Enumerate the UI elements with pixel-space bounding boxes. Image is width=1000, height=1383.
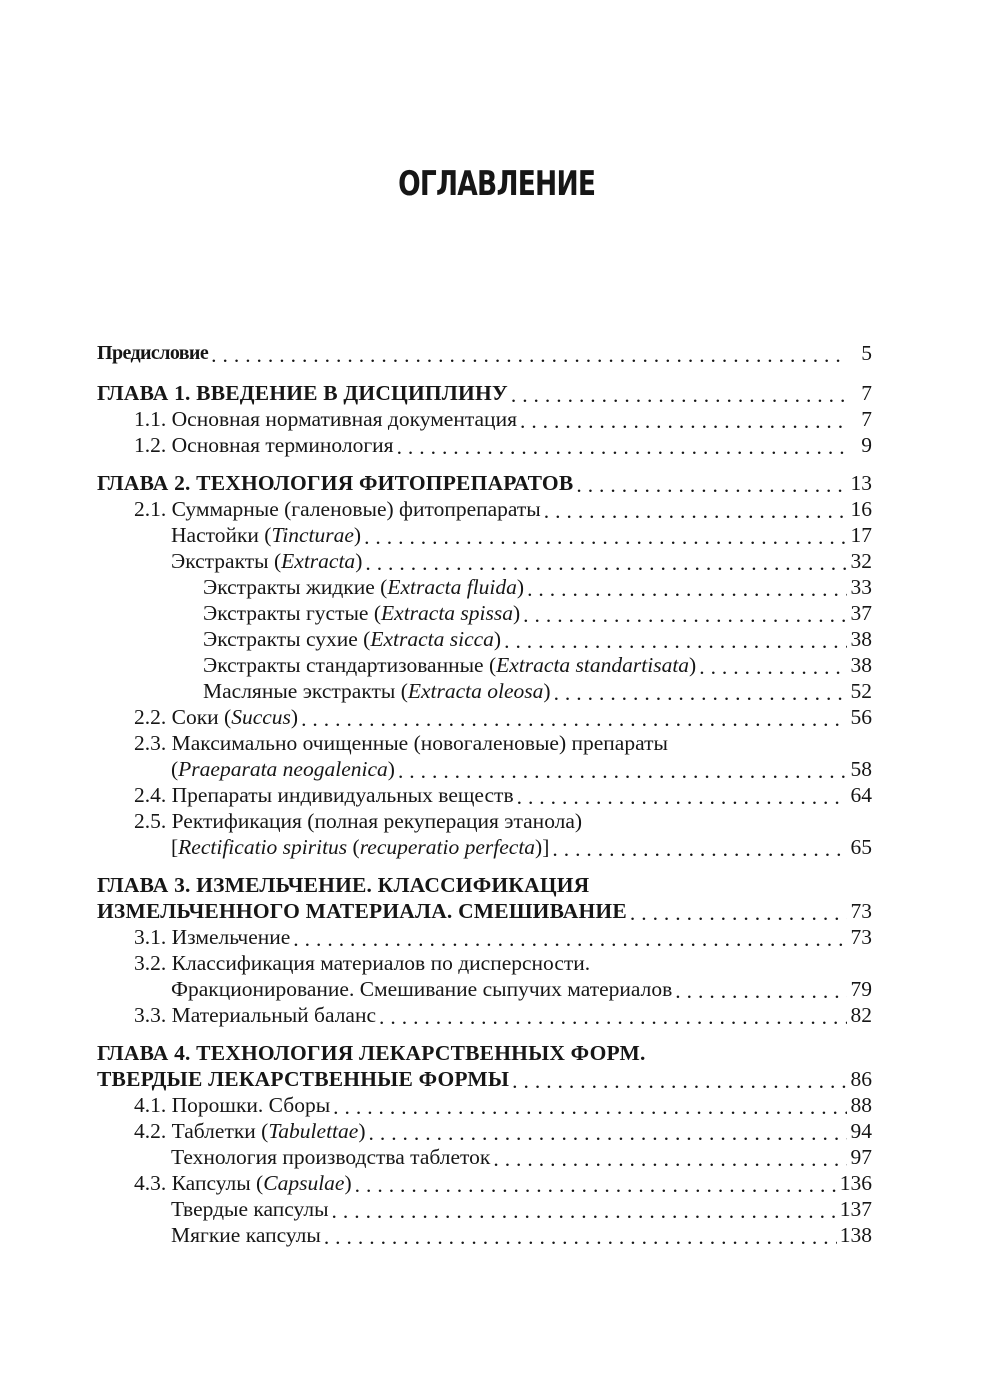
toc-entry-title: 4.2. Таблетки (Tabulettae): [134, 1119, 366, 1143]
toc-page-number: 38: [850, 627, 872, 651]
toc-page-number: 73: [850, 925, 872, 949]
toc-page-number: 56: [850, 705, 872, 729]
toc-chapter-title: ГЛАВА 4. ТЕХНОЛОГИЯ ЛЕКАРСТВЕННЫХ ФОРМ.: [97, 1041, 646, 1065]
dot-leader: [333, 1096, 847, 1118]
toc-page-number: 82: [850, 1003, 872, 1027]
toc-section-2-2[interactable]: [97, 704, 872, 730]
toc-chapter-title: ГЛАВА 3. ИЗМЕЛЬЧЕНИЕ. КЛАССИФИКАЦИЯ: [97, 873, 590, 897]
toc-subsection-tablet-technology[interactable]: [97, 1144, 872, 1170]
toc-page-number: 94: [850, 1119, 872, 1143]
toc-subsection-hard-capsules[interactable]: [97, 1196, 872, 1222]
toc-page-number: 64: [850, 783, 872, 807]
toc-entry-title: Предисловие: [97, 342, 209, 364]
toc-entry-title: [Rectificatio spiritus (recuperatio perfecta)]: [171, 835, 550, 859]
toc-entry-title: 1.2. Основная терминология: [134, 433, 394, 457]
toc-section-2-3-line1[interactable]: [97, 730, 872, 756]
toc-entry-title: Настойки (Tincturae): [171, 523, 362, 547]
toc-subsection-extracta-standartisata[interactable]: [97, 652, 872, 678]
dot-leader: [364, 526, 847, 548]
toc-section-2-1[interactable]: [97, 496, 872, 522]
toc-page-number: 32: [850, 549, 872, 573]
toc-subsection-extracta-sicca[interactable]: [97, 626, 872, 652]
toc-page-number: 88: [850, 1093, 872, 1117]
toc-page-number: 9: [861, 433, 872, 457]
dot-leader: [630, 902, 847, 924]
toc-page-number: 7: [861, 407, 872, 431]
toc-subsection-soft-capsules[interactable]: [97, 1222, 872, 1248]
toc-page-number: 73: [850, 899, 872, 923]
toc-subsection-extracta-fluida[interactable]: [97, 574, 872, 600]
dot-leader: [301, 708, 847, 730]
toc-page-number: 33: [850, 575, 872, 599]
dot-leader: [293, 928, 847, 950]
toc-section-2-3[interactable]: [97, 756, 872, 782]
dot-leader: [397, 436, 847, 458]
toc-page-number: 79: [850, 977, 872, 1001]
toc-chapter-title: ГЛАВА 2. ТЕХНОЛОГИЯ ФИТОПРЕПАРАТОВ: [97, 471, 574, 495]
dot-leader: [523, 604, 847, 626]
dot-leader: [517, 786, 847, 808]
toc-section-3-2[interactable]: [97, 976, 872, 1002]
toc-entry-title: Твердые капсулы: [171, 1197, 329, 1221]
toc-entry-title: Экстракты стандартизованные (Extracta standartisata): [203, 653, 697, 677]
toc-entry-title: 1.1. Основная нормативная документация: [134, 407, 517, 431]
toc-section-2-5[interactable]: [97, 834, 872, 860]
toc-entry-title: (Praeparata neogalenica): [171, 757, 395, 781]
toc-subsection-extracta[interactable]: [97, 548, 872, 574]
toc-chapter-title: ГЛАВА 1. ВВЕДЕНИЕ В ДИСЦИПЛИНУ: [97, 381, 508, 405]
toc-entry-title: 2.3. Максимально очищенные (новогаленовые) препараты: [134, 731, 668, 755]
toc-page-number: 37: [850, 601, 872, 625]
toc-subsection-tincturae[interactable]: [97, 522, 872, 548]
toc-entry-title: 3.1. Измельчение: [134, 925, 291, 949]
toc-entry-title: Экстракты сухие (Extracta sicca): [203, 627, 502, 651]
toc-section-3-1[interactable]: [97, 924, 872, 950]
toc-chapter-1[interactable]: [97, 380, 872, 406]
toc-chapter-title: ТВЕРДЫЕ ЛЕКАРСТВЕННЫЕ ФОРМЫ: [97, 1067, 510, 1091]
toc-chapter-4[interactable]: [97, 1066, 872, 1092]
toc-entry-title: Экстракты жидкие (Extracta fluida): [203, 575, 525, 599]
toc-page-number: 38: [850, 653, 872, 677]
toc-section-3-2-line1[interactable]: [97, 950, 872, 976]
toc-chapter-4-line1[interactable]: [97, 1040, 872, 1066]
toc-subsection-extracta-oleosa[interactable]: [97, 678, 872, 704]
dot-leader: [554, 682, 847, 704]
toc-page-number: 136: [839, 1171, 872, 1195]
dot-leader: [675, 980, 847, 1002]
dot-leader: [527, 578, 847, 600]
toc-entry-title: Мягкие капсулы: [171, 1223, 321, 1247]
toc-chapter-title: ИЗМЕЛЬЧЕННОГО МАТЕРИАЛА. СМЕШИВАНИЕ: [97, 899, 627, 923]
toc-entry-title: 2.1. Суммарные (галеновые) фитопрепараты: [134, 497, 541, 521]
toc-page-number: 17: [850, 523, 872, 547]
dot-leader: [355, 1174, 837, 1196]
toc-page-number: 7: [861, 381, 872, 405]
toc-entry-title: Экстракты густые (Extracta spissa): [203, 601, 521, 625]
toc-entry-title: 2.4. Препараты индивидуальных веществ: [134, 783, 514, 807]
page-title: ОГЛАВЛЕНИЕ: [398, 164, 596, 204]
toc-page-number: 5: [861, 341, 872, 365]
dot-leader: [512, 1070, 847, 1092]
toc-page-number: 138: [839, 1223, 872, 1247]
dot-leader: [544, 500, 847, 522]
toc-section-1-1[interactable]: [97, 406, 872, 432]
toc-chapter-2[interactable]: [97, 470, 872, 496]
toc-section-2-4[interactable]: [97, 782, 872, 808]
toc-entry-title: 2.5. Ректификация (полная рекуперация этанола): [134, 809, 583, 833]
dot-leader: [211, 344, 847, 366]
toc-page-number: 86: [850, 1067, 872, 1091]
dot-leader: [398, 760, 847, 782]
toc-page-number: 52: [850, 679, 872, 703]
toc-page-number: 13: [850, 471, 872, 495]
table-of-contents: [97, 340, 872, 1248]
toc-entry-title: Технология производства таблеток: [171, 1145, 491, 1169]
toc-section-3-3[interactable]: [97, 1002, 872, 1028]
toc-page-number: 58: [850, 757, 872, 781]
dot-leader: [511, 384, 847, 406]
toc-section-2-5-line1[interactable]: [97, 808, 872, 834]
toc-section-4-2[interactable]: [97, 1118, 872, 1144]
toc-section-4-3[interactable]: [97, 1170, 872, 1196]
toc-section-4-1[interactable]: [97, 1092, 872, 1118]
toc-entry-preface[interactable]: [97, 340, 872, 366]
toc-entry-title: 4.1. Порошки. Сборы: [134, 1093, 331, 1117]
dot-leader: [504, 630, 847, 652]
dot-leader: [332, 1200, 837, 1222]
toc-subsection-extracta-spissa[interactable]: [97, 600, 872, 626]
toc-chapter-3[interactable]: [97, 898, 872, 924]
toc-entry-title: 2.2. Соки (Succus): [134, 705, 299, 729]
dot-leader: [324, 1226, 837, 1248]
dot-leader: [365, 552, 847, 574]
toc-section-1-2[interactable]: [97, 432, 872, 458]
toc-chapter-3-line1[interactable]: [97, 872, 872, 898]
toc-entry-title: 3.3. Материальный баланс: [134, 1003, 377, 1027]
dot-leader: [576, 474, 847, 496]
toc-entry-title: 3.2. Классификация материалов по дисперсности.: [134, 951, 591, 975]
dot-leader: [552, 838, 847, 860]
toc-page-number: 137: [839, 1197, 872, 1221]
dot-leader: [520, 410, 847, 432]
toc-page-number: 97: [850, 1145, 872, 1169]
dot-leader: [379, 1006, 847, 1028]
dot-leader: [699, 656, 847, 678]
toc-page-number: 65: [850, 835, 872, 859]
dot-leader: [493, 1148, 847, 1170]
toc-entry-title: Масляные экстракты (Extracta oleosa): [203, 679, 551, 703]
toc-entry-title: 4.3. Капсулы (Capsulae): [134, 1171, 352, 1195]
toc-page-number: 16: [850, 497, 872, 521]
dot-leader: [369, 1122, 848, 1144]
toc-entry-title: Фракционирование. Смешивание сыпучих материалов: [171, 977, 673, 1001]
toc-entry-title: Экстракты (Extracta): [171, 549, 363, 573]
